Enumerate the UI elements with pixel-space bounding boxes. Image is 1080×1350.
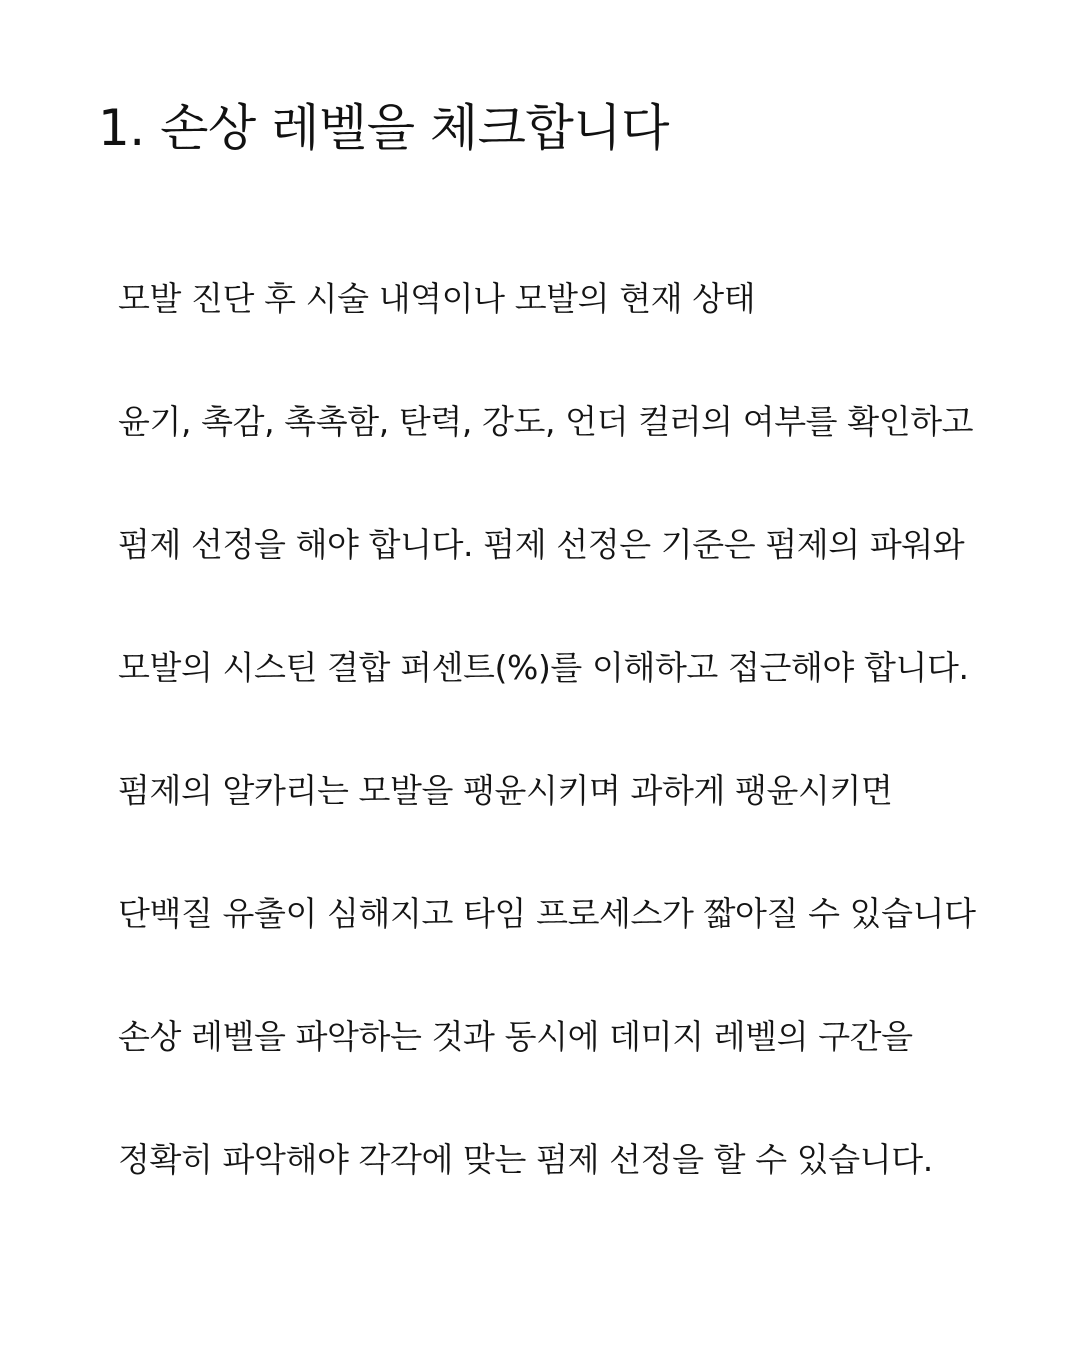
body-line: 펌제의 알카리는 모발을 팽윤시키며 과하게 팽윤시키면 [118, 771, 893, 810]
body-text [118, 273, 1018, 1257]
body-line: 정확히 파악해야 각각에 맞는 펌제 선정을 할 수 있습니다. [118, 1140, 933, 1179]
body-line: 손상 레벨을 파악하는 것과 동시에 데미지 레벨의 구간을 [118, 1017, 913, 1056]
body-line: 펌제 선정을 해야 합니다. 펌제 선정은 기준은 펌제의 파워와 [118, 525, 965, 564]
body-line: 모발 진단 후 시술 내역이나 모발의 현재 상태 [118, 279, 756, 318]
body-line: 윤기, 촉감, 촉촉함, 탄력, 강도, 언더 컬러의 여부를 확인하고 [118, 402, 974, 441]
body-line: 모발의 시스틴 결합 퍼센트(%)를 이해하고 접근해야 합니다. [118, 648, 969, 687]
page-title: 1. 손상 레벨을 체크합니다 [98, 99, 669, 157]
body-line: 단백질 유출이 심해지고 타임 프로세스가 짧아질 수 있습니다 [118, 894, 976, 933]
